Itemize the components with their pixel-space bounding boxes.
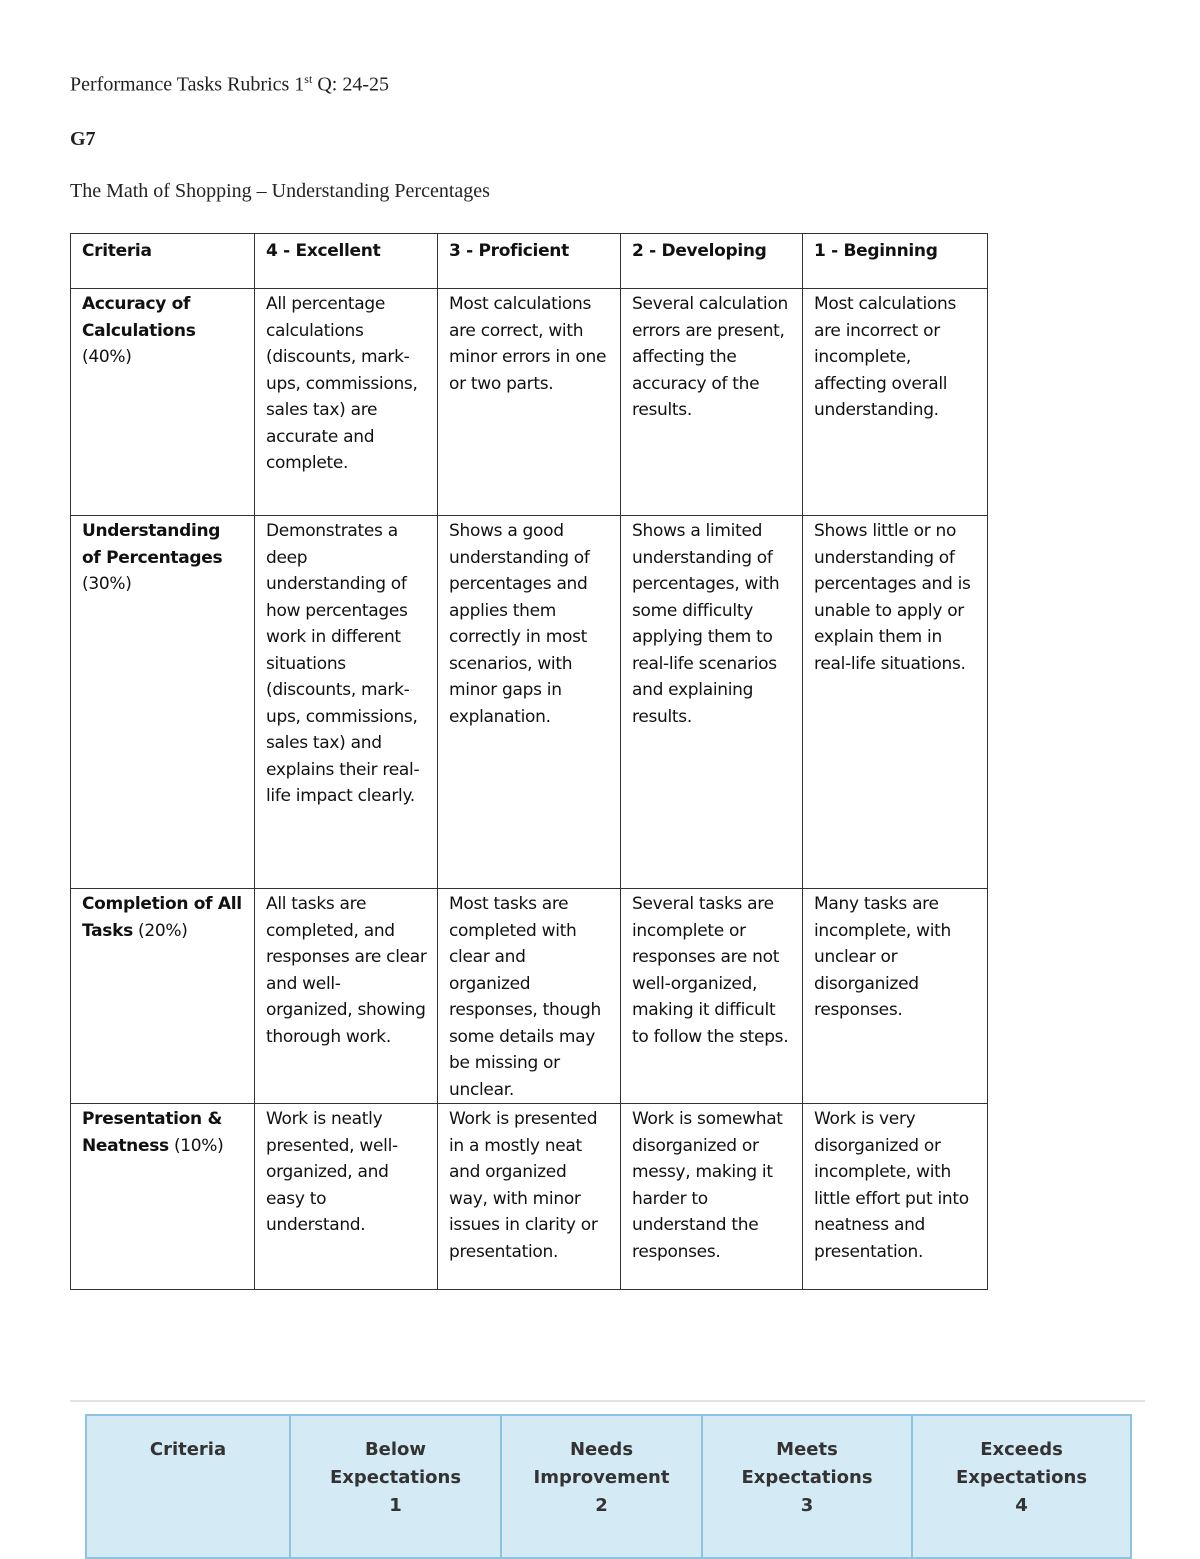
header-line: 3 xyxy=(800,1495,814,1516)
level-2-cell: Work is somewhat disorganized or messy, making it harder to understand the responses. xyxy=(621,1104,803,1290)
rubric-header-row xyxy=(71,234,988,289)
grade-label: G7 xyxy=(70,128,96,150)
criterion-name: Accuracy of Calculations xyxy=(82,294,196,341)
header2-meets-expectations xyxy=(702,1415,912,1558)
criterion-name: Understanding of Percentages xyxy=(82,521,223,568)
header-line: 1 xyxy=(389,1495,402,1516)
header-criteria: Criteria xyxy=(71,234,255,289)
header-line: Expectations xyxy=(329,1467,462,1488)
header-proficient: 3 - Proficient xyxy=(438,234,621,289)
title-tail: Q: 24-25 xyxy=(312,73,389,96)
header-line: 4 xyxy=(1015,1495,1028,1516)
header-line: Expectations xyxy=(741,1467,873,1488)
level-1-cell: Shows little or no understanding of percentages and is unable to apply or explain them in real-life situations. xyxy=(803,516,988,889)
level-3-cell: Most calculations are correct, with minor errors in one or two parts. xyxy=(438,289,621,516)
table-row xyxy=(71,289,988,516)
level-3-cell: Work is presented in a mostly neat and organized way, with minor issues in clarity or presentation. xyxy=(438,1104,621,1290)
header-developing: 2 - Developing xyxy=(621,234,803,289)
criterion-weight: (10%) xyxy=(173,1135,224,1156)
criterion-cell xyxy=(71,289,255,516)
criterion-weight: (40%) xyxy=(82,347,132,367)
level-4-cell: Demonstrates a deep understanding of how percentages work in different situations (discounts, mark-ups, commissions, sales tax) and explains their real-life impact clearly. xyxy=(255,516,438,889)
criterion-name: Presentation & Neatness xyxy=(82,1109,223,1156)
second-rubric-table xyxy=(85,1414,1132,1559)
header-beginning: 1 - Beginning xyxy=(803,234,988,289)
second-rubric-header-row xyxy=(86,1415,1131,1558)
level-2-cell: Several tasks are incomplete or responses are not well-organized, making it difficult to follow the steps. xyxy=(621,889,803,1104)
level-3-cell: Most tasks are completed with clear and organized responses, though some details may be missing or unclear. xyxy=(438,889,621,1104)
header2-below-expectations xyxy=(290,1415,501,1558)
level-1-cell: Many tasks are incomplete, with unclear or disorganized responses. xyxy=(803,889,988,1104)
level-3-cell: Shows a good understanding of percentages and applies them correctly in most scenarios, with minor gaps in explanation. xyxy=(438,516,621,889)
criterion-cell xyxy=(71,889,255,1104)
rubric-table xyxy=(70,233,988,1290)
header-excellent: 4 - Excellent xyxy=(255,234,438,289)
header2-needs-improvement xyxy=(501,1415,702,1558)
header-line: Criteria xyxy=(149,1439,227,1460)
header-line: Meets xyxy=(776,1439,838,1460)
level-1-cell: Most calculations are incorrect or incomplete, affecting overall understanding. xyxy=(803,289,988,516)
header-line: Expectations xyxy=(955,1467,1088,1488)
header2-criteria xyxy=(86,1415,290,1558)
level-1-cell: Work is very disorganized or incomplete, with little effort put into neatness and presentation. xyxy=(803,1104,988,1290)
level-4-cell: All percentage calculations (discounts, mark-ups, commissions, sales tax) are accurate and complete. xyxy=(255,289,438,516)
table-row xyxy=(71,516,988,889)
header2-exceeds-expectations xyxy=(912,1415,1131,1558)
level-2-cell: Shows a limited understanding of percentages, with some difficulty applying them to real-life scenarios and explaining results. xyxy=(621,516,803,889)
document-title xyxy=(70,72,389,97)
level-4-cell: All tasks are completed, and responses are clear and well-organized, showing thorough work. xyxy=(255,889,438,1104)
criterion-weight: (20%) xyxy=(138,920,188,941)
header-line: Exceeds xyxy=(980,1439,1063,1460)
criterion-cell xyxy=(71,516,255,889)
level-4-cell: Work is neatly presented, well-organized, and easy to understand. xyxy=(255,1104,438,1290)
table-row xyxy=(71,889,988,1104)
document-subtitle: The Math of Shopping – Understanding Percentages xyxy=(70,180,490,202)
title-main: Performance Tasks Rubrics 1 xyxy=(70,73,305,96)
level-2-cell: Several calculation errors are present, affecting the accuracy of the results. xyxy=(621,289,803,516)
header-line: 2 xyxy=(595,1495,608,1516)
page-divider xyxy=(70,1400,1145,1402)
title-superscript: st xyxy=(304,72,313,86)
table-row xyxy=(71,1104,988,1290)
criterion-cell xyxy=(71,1104,255,1290)
header-line: Needs xyxy=(569,1439,634,1460)
criterion-name: Completion of All Tasks xyxy=(82,894,242,941)
header-line: Below xyxy=(364,1439,427,1460)
criterion-weight: (30%) xyxy=(82,574,132,594)
header-line: Improvement xyxy=(533,1467,670,1488)
